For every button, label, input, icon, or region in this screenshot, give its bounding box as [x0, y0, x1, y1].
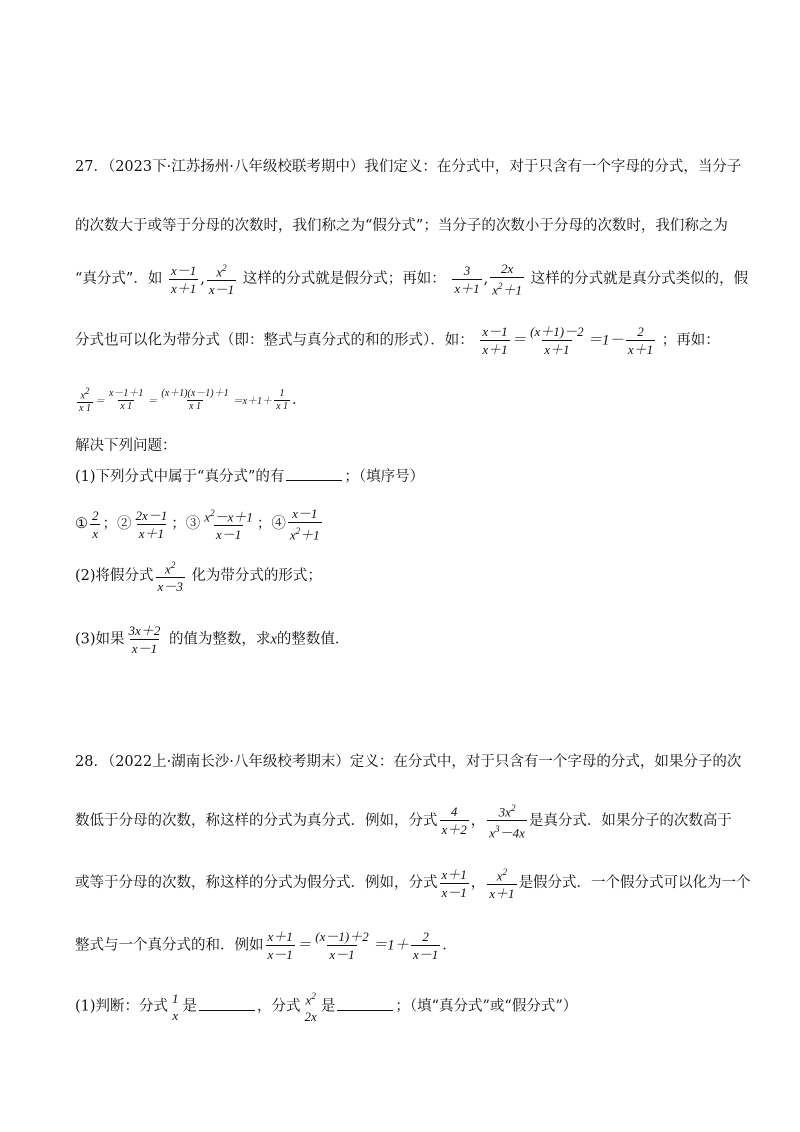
fraction: $\frac{3}{x+1}$ [454, 262, 480, 296]
fraction: $\frac{2}{x-1}$ [412, 929, 439, 962]
q28-line-2: 数低于分母的次数，称这样的分式为真分式．例如，分式 $\frac{4}{x+2}$ ， $\frac{3x^2}{x^3-4x}$ 是真分式．如果分子的次数高于 [75, 800, 732, 842]
option-4: $\frac{x-1}{x^2+1}$ [289, 506, 320, 543]
q27-part-2: (2)将假分式 $\frac{x^2}{x-3}$ 化为带分式的形式； [75, 557, 322, 595]
fraction: $\frac{(x-1)+2}{x-1}$ [315, 929, 369, 962]
fraction: $\frac{x^2}{x+1}$ [489, 867, 515, 902]
q27-line-2: 的次数大于或等于分母的次数时，我们称之为“假分式”；当分子的次数小于分母的次数时，我们称之为 [75, 218, 728, 234]
q27-options: ① $\frac{2}{x}$ ；② $\frac{2x-1}{x+1}$ ；③ $\frac{x^2-x+1}{x-1}$ ；④ $\frac{x-1}{x^2+1}$ [75, 506, 320, 543]
fraction: $\frac{4}{x+2}$ [441, 804, 467, 838]
fraction: $\frac{x-1}{x+1}$ [482, 324, 508, 357]
q27-solve-heading: 解决下列问题： [75, 438, 177, 454]
fraction: 1 x [172, 990, 179, 1023]
option-1: $\frac{2}{x}$ [92, 507, 99, 541]
fraction: $\frac{x^2}{x-3}$ [157, 560, 183, 595]
fraction: $\frac{2x}{x^2+1}$ [492, 261, 523, 298]
answer-blank[interactable] [286, 466, 342, 481]
q27-line-3: “真分式”．如 $\frac{x-1}{x+1}$ , $\frac{x^2}{x-1}$ 这样的分式就是假分式；再如： $\frac{3}{x+1}$ , $\frac{2x}{x^2+1}$ 这样的分式就是真分式类似的，假 [75, 261, 749, 298]
fraction: $\frac{(x+1)(x-1)+1}{x 1}$ [161, 387, 229, 412]
fraction: $\frac{x-1+1}{x 1}$ [108, 387, 144, 412]
fraction: $\frac{1}{x 1}$ [276, 387, 289, 412]
option-2: $\frac{2x-1}{x+1}$ [135, 507, 168, 541]
fraction: $\frac{3x^2}{x^3-4x}$ [489, 803, 525, 841]
fraction: $\frac{2}{x+1}$ [627, 324, 654, 357]
answer-blank-1[interactable] [199, 996, 255, 1011]
fraction: $x^2$ 2x [304, 991, 317, 1025]
fraction: $\frac{(x+1)-2}{x+1}$ [530, 324, 584, 357]
fraction: $\frac{x-1}{x+1}$ [170, 262, 197, 296]
q28-line-1: 28．（2022上·湖南长沙·八年级校考期末）定义：在分式中，对于只含有一个字母的分式，如果分子的次 [75, 754, 742, 770]
answer-blank-2[interactable] [337, 996, 393, 1011]
q28-part-1: (1)判断：分式 1 x 是 ，分式 $x^2$ 2x 是 ；（填“真分式”或“假分式”） [75, 988, 577, 1025]
fraction: $\frac{x2}{x 1}$ [79, 386, 91, 415]
q27-part-3: (3)如果 $\frac{3x+2}{x-1}$ 的值为整数，求x的整数值． [75, 623, 350, 656]
option-3: $\frac{x^2-x+1}{x-1}$ [204, 508, 253, 543]
q28-line-4: 整式与一个真分式的和．例如 $\frac{x+1}{x-1}$ ＝ $\frac{(x-1)+2}{x-1}$ ＝1＋ $\frac{2}{x-1}$ ． [75, 929, 457, 962]
q27-part-1: (1)下列分式中属于“真分式”的有 ；（填序号） [75, 466, 424, 487]
fraction: $\frac{3x+2}{x-1}$ [128, 623, 161, 656]
q27-line-5: $\frac{x2}{x 1}$ ＝ $\frac{x-1+1}{x 1}$ ＝ $\frac{(x+1)(x-1)+1}{x 1}$ ＝x＋1＋ $\frac{1}{x 1}$ ． [79, 386, 307, 415]
fraction: $\frac{x+1}{x-1}$ [267, 929, 293, 962]
fraction: $\frac{x+1}{x-1}$ [441, 866, 467, 900]
fraction: $\frac{x^2}{x-1}$ [208, 263, 235, 298]
q28-line-3: 或等于分母的次数，称这样的分式为假分式．例如，分式 $\frac{x+1}{x-1}$ ， $\frac{x^2}{x+1}$ 是假分式．一个假分式可以化为一个 [75, 864, 751, 902]
q27-line-4: 分式也可以化为带分式（即：整式与真分式的和的形式）．如： $\frac{x-1}{x+1}$ ＝ $\frac{(x+1)-2}{x+1}$ ＝1－ $\frac{2}{x+1}$ ；再如： [75, 324, 720, 357]
q27-line-1: 27．（2023下·江苏扬州·八年级校联考期中）我们定义：在分式中，对于只含有一个字母的分式，当分子 [75, 159, 742, 175]
